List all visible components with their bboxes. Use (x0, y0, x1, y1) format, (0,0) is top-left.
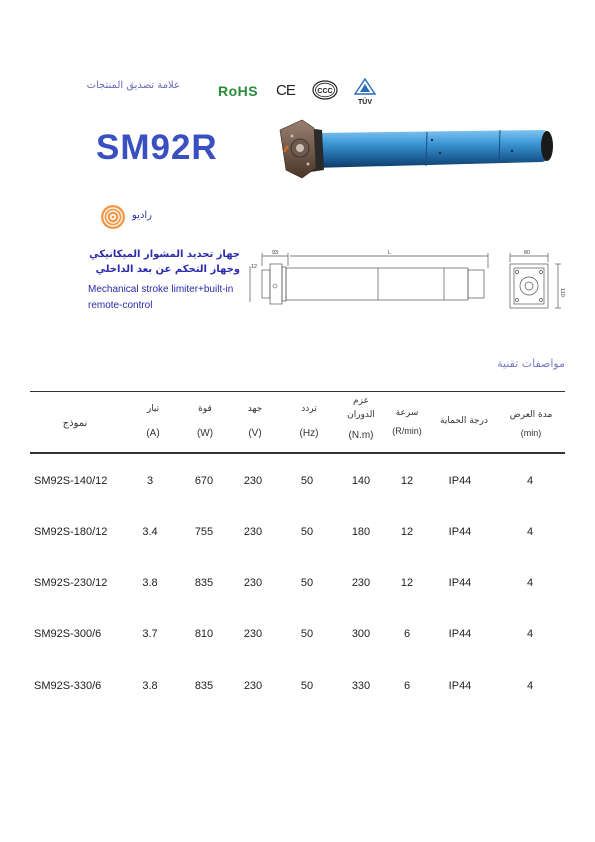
table-cell: 4 (526, 628, 534, 640)
table-cell: IP44 (448, 680, 472, 692)
tuv-logo (352, 78, 378, 106)
svg-text:CCC: CCC (317, 88, 333, 95)
ce-logo: CE (276, 82, 295, 99)
header-current: تيار (A) (146, 404, 160, 439)
table-cell: 330 (351, 680, 371, 692)
header-torque: عزم الدوران (N.m) (347, 396, 375, 441)
header-duration: مدة العرض (min) (509, 410, 553, 438)
table-cell-model: SM92S-300/6 (34, 628, 102, 640)
dim-label-top: 93 (272, 250, 279, 256)
technical-drawing-end (504, 244, 574, 314)
specs-title: مواصفات تقنية (497, 357, 565, 370)
table-cell: 180 (351, 526, 371, 538)
certification-label: علامة تصديق المنتجات (86, 80, 180, 91)
table-cell: 140 (351, 475, 371, 487)
header-protection: درجة الحماية (440, 416, 488, 426)
table-cell: 835 (194, 577, 214, 589)
table-cell: IP44 (448, 526, 472, 538)
table-cell: 3.4 (142, 526, 158, 538)
table-cell: 50 (300, 577, 314, 589)
table-cell-model: SM92S-180/12 (34, 526, 108, 538)
feature-desc-ar-line1: جهاز تحديد المشوار الميكانيكي (89, 249, 240, 260)
dim-label-length: L (388, 250, 392, 256)
dim-label-side-right: 110 (559, 288, 565, 297)
feature-desc-en-line1: Mechanical stroke limiter+built-in (88, 284, 234, 295)
table-cell: 3.8 (142, 680, 158, 692)
table-cell: 12 (400, 577, 414, 589)
header-speed: سرعة (R/min) (392, 408, 422, 436)
table-cell: 230 (351, 577, 371, 589)
table-cell: 4 (526, 680, 534, 692)
feature-desc-ar-line2: وجهاز التحكم عن بعد الداخلي (95, 264, 240, 275)
table-cell: 230 (243, 577, 263, 589)
table-cell: 3 (146, 475, 154, 487)
header-power: قوة (W) (196, 404, 214, 439)
table-cell: 3.8 (142, 577, 158, 589)
radio-signal-icon (100, 204, 126, 230)
table-cell: IP44 (448, 475, 472, 487)
radio-label: راديو (132, 210, 153, 221)
table-cell: IP44 (448, 577, 472, 589)
table-cell-model: SM92S-230/12 (34, 577, 108, 589)
table-header-rule (30, 452, 565, 454)
table-cell: 50 (300, 475, 314, 487)
table-cell: 12 (400, 526, 414, 538)
table-cell: 6 (403, 680, 411, 692)
table-cell-model: SM92S-140/12 (34, 475, 108, 487)
table-cell: 230 (243, 526, 263, 538)
table-cell: 4 (526, 475, 534, 487)
table-cell: 4 (526, 526, 534, 538)
product-model-title: SM92R (96, 128, 218, 167)
table-cell: 50 (300, 628, 314, 640)
table-cell: 835 (194, 680, 214, 692)
table-cell: 50 (300, 526, 314, 538)
table-cell: 12 (400, 475, 414, 487)
table-cell: 230 (243, 680, 263, 692)
table-cell-model: SM92S-330/6 (34, 680, 102, 692)
table-cell: 3.7 (142, 628, 158, 640)
table-cell: IP44 (448, 628, 472, 640)
table-cell: 670 (194, 475, 214, 487)
table-cell: 230 (243, 628, 263, 640)
dim-label-side-top: 80 (524, 250, 531, 256)
header-frequency: تردد (Hz) (299, 404, 319, 439)
header-voltage: جهد (V) (247, 404, 263, 439)
technical-drawing-side (248, 244, 498, 314)
table-cell: 50 (300, 680, 314, 692)
ccc-logo (312, 80, 338, 100)
feature-desc-en-line2: remote-control (88, 300, 153, 311)
table-top-rule (30, 391, 565, 392)
table-cell: 300 (351, 628, 371, 640)
tubular-motor-image (272, 108, 568, 188)
table-cell: 4 (526, 577, 534, 589)
table-cell: 810 (194, 628, 214, 640)
tuv-text: TÜV (358, 99, 372, 106)
table-cell: 755 (194, 526, 214, 538)
dim-label-left: 12 (251, 264, 258, 270)
header-model: نموذج (62, 418, 88, 429)
table-cell: 230 (243, 475, 263, 487)
rohs-logo: RoHS (218, 83, 259, 99)
table-cell: 6 (403, 628, 411, 640)
